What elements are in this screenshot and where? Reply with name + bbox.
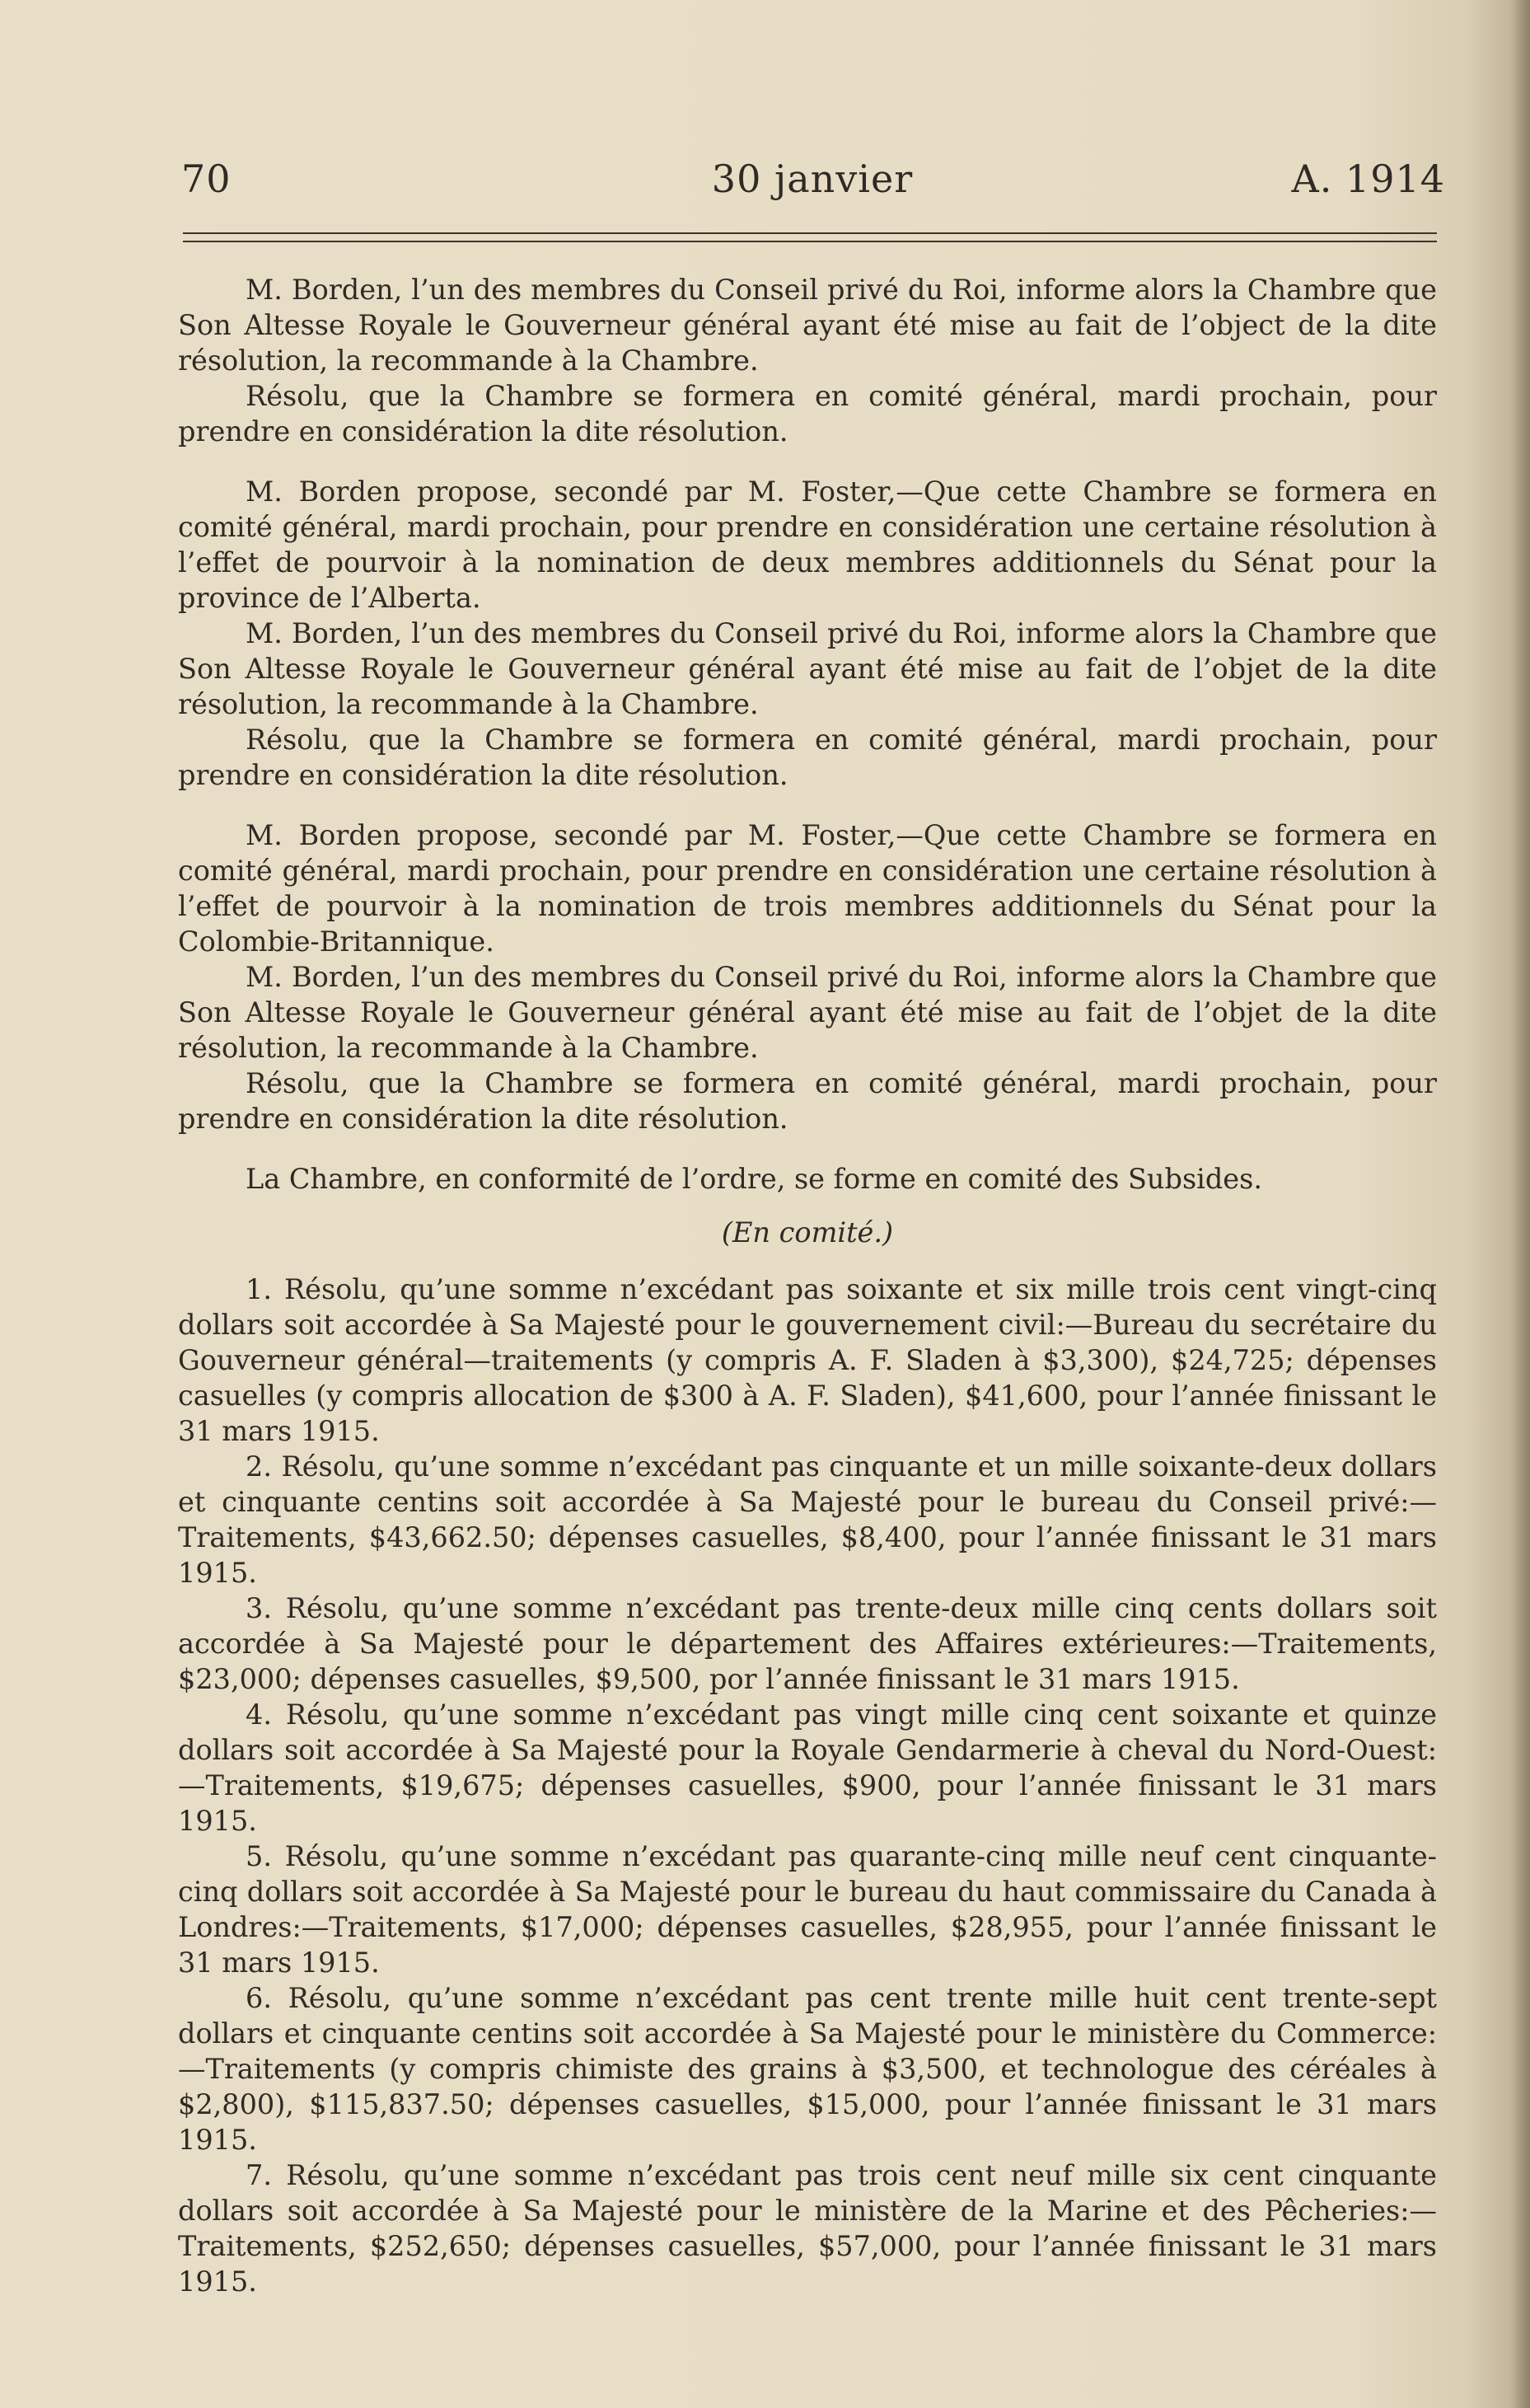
paragraph: M. Borden, l’un des membres du Conseil privé du Roi, informe alors la Chambre que Son Altesse Royale le Gouverneur général ayant été mise au fait de l’objet de la dite résolution, la recommande à la Chambre. [178, 961, 1437, 1064]
paragraph: M. Borden propose, secondé par M. Foster,—Que cette Chambre se formera en comité général, mardi prochain, pour prendre en considération une certaine résolution à l’effet de pourvoir à la nomination de trois membres additionnels du Sénat pour la Colombie-Britannique. [178, 819, 1437, 958]
resolution-item: 5. Résolu, qu’une somme n’excédant pas quarante-cinq mille neuf cent cinquante-cinq dollars soit accordée à Sa Majesté pour le bureau du haut commissaire du Canada à Londres:—Traitements, $17,000; dépenses casuelles, $28,955, pour l’année finissant le 31 mars 1915. [178, 1840, 1437, 1979]
paragraph: M. Borden, l’un des membres du Conseil privé du Roi, informe alors la Chambre que Son Altesse Royale le Gouverneur général ayant été mise au fait de l’object de la dite résolution, la recommande à la Chambre. [178, 274, 1437, 377]
resolution-item: 2. Résolu, qu’une somme n’excédant pas cinquante et un mille soixante-deux dollars et cinquante centins soit accordée à Sa Majesté pour le bureau du Conseil privé:—Traitements, $43,662.50; dépenses casuelles, $8,400, pour l’année finissant le 31 mars 1915. [178, 1450, 1437, 1589]
header-date: 30 janvier [711, 157, 914, 201]
resolution-item: 3. Résolu, qu’une somme n’excédant pas trente-deux mille cinq cents dollars soit accordée à Sa Majesté pour le département des Affaires extérieures:—Traitements, $23,000; dépenses casuelles, $9,500, por l’année finissant le 31 mars 1915. [178, 1592, 1437, 1695]
paragraph: M. Borden, l’un des membres du Conseil privé du Roi, informe alors la Chambre que Son Altesse Royale le Gouverneur général ayant été mise au fait de l’objet de la dite résolution, la recommande à la Chambre. [178, 617, 1437, 720]
paragraph: Résolu, que la Chambre se formera en comité général, mardi prochain, pour prendre en considération la dite résolution. [178, 1067, 1437, 1135]
paragraph: M. Borden propose, secondé par M. Foster,—Que cette Chambre se formera en comité général, mardi prochain, pour prendre en considération une certaine résolution à l’effet de pourvoir à la nomination de deux membres additionnels du Sénat pour la province de l’Alberta. [178, 476, 1437, 614]
resolution-item: 6. Résolu, qu’une somme n’excédant pas cent trente mille huit cent trente-sept dollars et cinquante centins soit accordée à Sa Majesté pour le ministère du Commerce:—Traitements (y compris chimiste des grains à $3,500, et technologue des céréales à $2,800), $115,837.50; dépenses casuelles, $15,000, pour l’année finissant le 31 mars 1915. [178, 1982, 1437, 2156]
page-edge-shadow [1510, 0, 1530, 2408]
paragraph: Résolu, que la Chambre se formera en comité général, mardi prochain, pour prendre en considération la dite résolution. [178, 724, 1437, 791]
page-body [178, 272, 1437, 2299]
resolution-item: 7. Résolu, qu’une somme n’excédant pas trois cent neuf mille six cent cinquante dollars soit accordée à Sa Majesté pour le ministère de la Marine et des Pêcheries:—Traitements, $252,650; dépenses casuelles, $57,000, pour l’année finissant le 31 mars 1915. [178, 2159, 1437, 2298]
page-number: 70 [181, 157, 232, 201]
header-year: A. 1914 [1291, 157, 1445, 201]
header-rule-top [183, 232, 1437, 234]
resolution-item: 1. Résolu, qu’une somme n’excédant pas soixante et six mille trois cent vingt-cinq dollars soit accordée à Sa Majesté pour le gouvernement civil:—Bureau du secrétaire du Gouverneur général—traitements (y compris A. F. Sladen à $3,300), $24,725; dépenses casuelles (y compris allocation de $300 à A. F. Sladen), $41,600, pour l’année finissant le 31 mars 1915. [178, 1273, 1437, 1447]
section-heading: (En comité.) [721, 1216, 894, 1249]
page-header [180, 157, 1445, 214]
resolution-item: 4. Résolu, qu’une somme n’excédant pas vingt mille cinq cent soixante et quinze dollars soit accordée à Sa Majesté pour la Royale Gendarmerie à cheval du Nord-Ouest:—Traitements, $19,675; dépenses casuelles, $900, pour l’année finissant le 31 mars 1915. [178, 1698, 1437, 1837]
header-rule-bottom [183, 241, 1437, 242]
paragraph: La Chambre, en conformité de l’ordre, se forme en comité des Subsides. [246, 1163, 1262, 1195]
paragraph: Résolu, que la Chambre se formera en comité général, mardi prochain, pour prendre en considération la dite résolution. [178, 380, 1437, 447]
